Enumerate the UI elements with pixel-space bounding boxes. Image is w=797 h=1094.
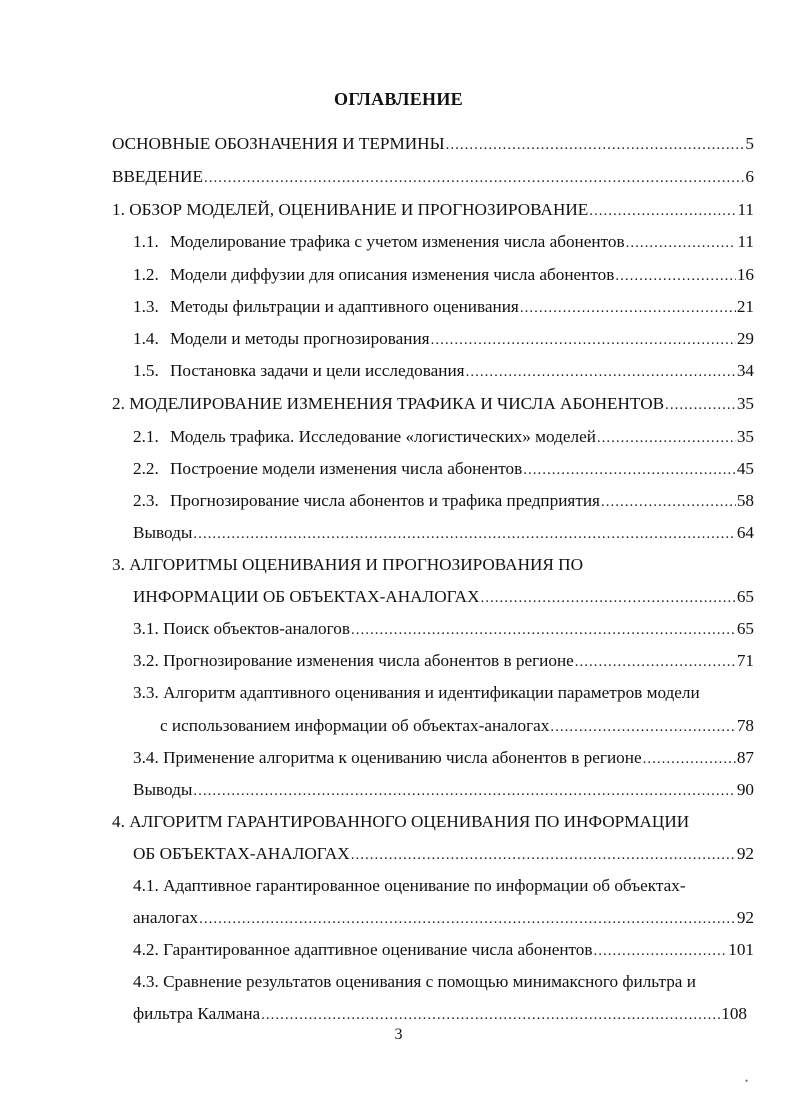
toc-entry-chapter-1[interactable] xyxy=(112,200,754,226)
toc-entry-page: 35 xyxy=(736,394,754,413)
toc-entry-title: 3.2. Прогнозирование изменения числа абонентов в регионе xyxy=(133,651,574,670)
toc-entry-page: 92 xyxy=(736,844,754,863)
dot-leader xyxy=(594,943,728,960)
toc-entry-chapter-3[interactable] xyxy=(112,555,583,581)
toc-entry-title: 4.1. Адаптивное гарантированное оценивание по информации об объектах- xyxy=(133,876,686,895)
dot-leader xyxy=(665,397,736,414)
toc-entry-title: Выводы xyxy=(133,523,193,542)
dot-leader xyxy=(601,494,736,511)
toc-entry-number: 2.1. xyxy=(133,427,159,446)
dot-leader xyxy=(351,622,736,639)
dot-leader xyxy=(575,654,736,671)
toc-entry-1-4[interactable] xyxy=(133,329,754,355)
toc-entry-title: ВВЕДЕНИЕ xyxy=(112,167,203,186)
toc-entry-page: 64 xyxy=(736,523,754,542)
toc-entry-chapter-4-cont[interactable] xyxy=(133,844,754,870)
toc-entry-title: 4. АЛГОРИТМ ГАРАНТИРОВАННОГО ОЦЕНИВАНИЯ ПО ИНФОРМАЦИИ xyxy=(112,812,690,831)
toc-entry-2-3[interactable] xyxy=(133,491,754,517)
toc-entry-title: 3. АЛГОРИТМЫ ОЦЕНИВАНИЯ И ПРОГНОЗИРОВАНИЯ ПО xyxy=(112,555,583,574)
toc-entry-1-3[interactable] xyxy=(133,297,754,323)
toc-entry-title: Моделирование трафика с учетом изменения числа абонентов xyxy=(170,232,625,251)
toc-entry-3-2[interactable] xyxy=(133,651,754,677)
dot-leader xyxy=(481,590,736,607)
toc-entry-page: 101 xyxy=(728,940,754,959)
toc-entry-number: 1.1. xyxy=(133,232,159,251)
toc-entry-title: ОБ ОБЪЕКТАХ-АНАЛОГАХ xyxy=(133,844,350,863)
toc-entry-number: 1.3. xyxy=(133,297,159,316)
toc-entry-title: Модель трафика. Исследование «логистических» моделей xyxy=(170,427,596,446)
dot-leader xyxy=(431,332,736,349)
page-title: ОГЛАВЛЕНИЕ xyxy=(334,89,463,109)
page-number: 3 xyxy=(394,1026,403,1043)
toc-entry-page: 34 xyxy=(736,361,754,380)
dot-leader xyxy=(261,1007,720,1024)
dot-leader xyxy=(193,783,735,800)
toc-entry-1-5[interactable] xyxy=(133,361,754,387)
dot-leader xyxy=(626,235,737,252)
toc-entry-title: Выводы xyxy=(133,780,193,799)
toc-entry-title: 4.3. Сравнение результатов оценивания с помощью минимаксного фильтра и xyxy=(133,972,696,991)
dot-leader xyxy=(193,526,735,543)
toc-entry-1-1[interactable] xyxy=(133,232,754,258)
toc-entry-page: 65 xyxy=(736,619,754,638)
toc-entry-4-3[interactable] xyxy=(133,972,696,998)
toc-entry-intro[interactable] xyxy=(112,167,754,193)
toc-entry-4-2[interactable] xyxy=(133,940,754,966)
dot-leader xyxy=(643,751,736,768)
toc-entry-page: 35 xyxy=(736,427,754,446)
dot-leader xyxy=(520,300,736,317)
toc-entry-4-1-cont[interactable] xyxy=(133,908,754,934)
toc-entry-title: Постановка задачи и цели исследования xyxy=(170,361,465,380)
toc-entry-chapter-3-cont[interactable] xyxy=(133,587,754,613)
dot-leader xyxy=(351,847,736,864)
toc-entry-terms[interactable] xyxy=(112,134,754,160)
dot-leader xyxy=(597,430,736,447)
toc-entry-1-2[interactable] xyxy=(133,265,754,291)
toc-entry-page: 6 xyxy=(745,167,754,186)
toc-entry-3-4[interactable] xyxy=(133,748,754,774)
toc-entry-page: 29 xyxy=(736,329,754,348)
toc-entry-chapter-2[interactable] xyxy=(112,394,754,420)
toc-entry-page: 71 xyxy=(736,651,754,670)
toc-entry-title: ОСНОВНЫЕ ОБОЗНАЧЕНИЯ И ТЕРМИНЫ xyxy=(112,134,445,153)
toc-entry-number: 2.3. xyxy=(133,491,159,510)
toc-entry-page: 11 xyxy=(737,200,754,219)
toc-entry-2-1[interactable] xyxy=(133,427,754,453)
corner-mark: • xyxy=(745,1076,749,1086)
toc-entry-page: 58 xyxy=(736,491,754,510)
toc-entry-page: 5 xyxy=(745,134,754,153)
toc-entry-page: 90 xyxy=(736,780,754,799)
toc-entry-title: Построение модели изменения числа абонентов xyxy=(170,459,523,478)
toc-entry-page: 108 xyxy=(721,1004,747,1023)
toc-entry-4-1[interactable] xyxy=(133,876,686,902)
toc-entry-page: 78 xyxy=(736,716,754,735)
toc-entry-number: 1.4. xyxy=(133,329,159,348)
toc-entry-title: 3.1. Поиск объектов-аналогов xyxy=(133,619,350,638)
toc-entry-page: 92 xyxy=(736,908,754,927)
toc-entry-title: 4.2. Гарантированное адаптивное оценивание числа абонентов xyxy=(133,940,593,959)
toc-entry-title: аналогах xyxy=(133,908,199,927)
dot-leader xyxy=(589,203,736,220)
toc-entry-page: 87 xyxy=(736,748,754,767)
toc-entry-title: 2. МОДЕЛИРОВАНИЕ ИЗМЕНЕНИЯ ТРАФИКА И ЧИСЛА АБОНЕНТОВ xyxy=(112,394,665,413)
dot-leader xyxy=(615,268,735,285)
toc-entry-2-2[interactable] xyxy=(133,459,754,485)
toc-entry-number: 1.2. xyxy=(133,265,159,284)
dot-leader xyxy=(466,364,736,381)
dot-leader xyxy=(446,137,745,154)
toc-entry-title: Прогнозирование числа абонентов и трафика предприятия xyxy=(170,491,600,510)
toc-entry-chapter-4[interactable] xyxy=(112,812,689,838)
dot-leader xyxy=(550,719,735,736)
toc-entry-title: Модели диффузии для описания изменения числа абонентов xyxy=(170,265,615,284)
toc-entry-title: 3.4. Применение алгоритма к оцениванию числа абонентов в регионе xyxy=(133,748,642,767)
toc-entry-3-1[interactable] xyxy=(133,619,754,645)
toc-entry-title: с использованием информации об объектах-аналогах xyxy=(160,716,550,735)
toc-entry-title: 3.3. Алгоритм адаптивного оценивания и идентификации параметров модели xyxy=(133,683,700,702)
toc-entry-title: фильтра Калмана xyxy=(133,1004,261,1023)
toc-entry-3-3-cont[interactable] xyxy=(160,716,754,742)
toc-entry-3-3[interactable] xyxy=(133,683,700,709)
toc-entry-number: 2.2. xyxy=(133,459,159,478)
toc-entry-title: Модели и методы прогнозирования xyxy=(170,329,430,348)
toc-entry-page: 65 xyxy=(736,587,754,606)
toc-entry-title: Методы фильтрации и адаптивного оценивания xyxy=(170,297,519,316)
toc-entry-page: 21 xyxy=(736,297,754,316)
dot-leader xyxy=(523,462,736,479)
toc-entry-page: 11 xyxy=(737,232,754,251)
toc-entry-number: 1.5. xyxy=(133,361,159,380)
dot-leader xyxy=(204,170,744,187)
dot-leader xyxy=(199,911,736,928)
toc-entry-title: 1. ОБЗОР МОДЕЛЕЙ, ОЦЕНИВАНИЕ И ПРОГНОЗИРОВАНИЕ xyxy=(112,200,589,219)
toc-entry-conclusions-3[interactable] xyxy=(133,780,754,806)
toc-entry-page: 16 xyxy=(736,265,754,284)
toc-entry-page: 45 xyxy=(736,459,754,478)
toc-entry-title: ИНФОРМАЦИИ ОБ ОБЪЕКТАХ-АНАЛОГАХ xyxy=(133,587,480,606)
toc-entry-conclusions-2[interactable] xyxy=(133,523,754,549)
